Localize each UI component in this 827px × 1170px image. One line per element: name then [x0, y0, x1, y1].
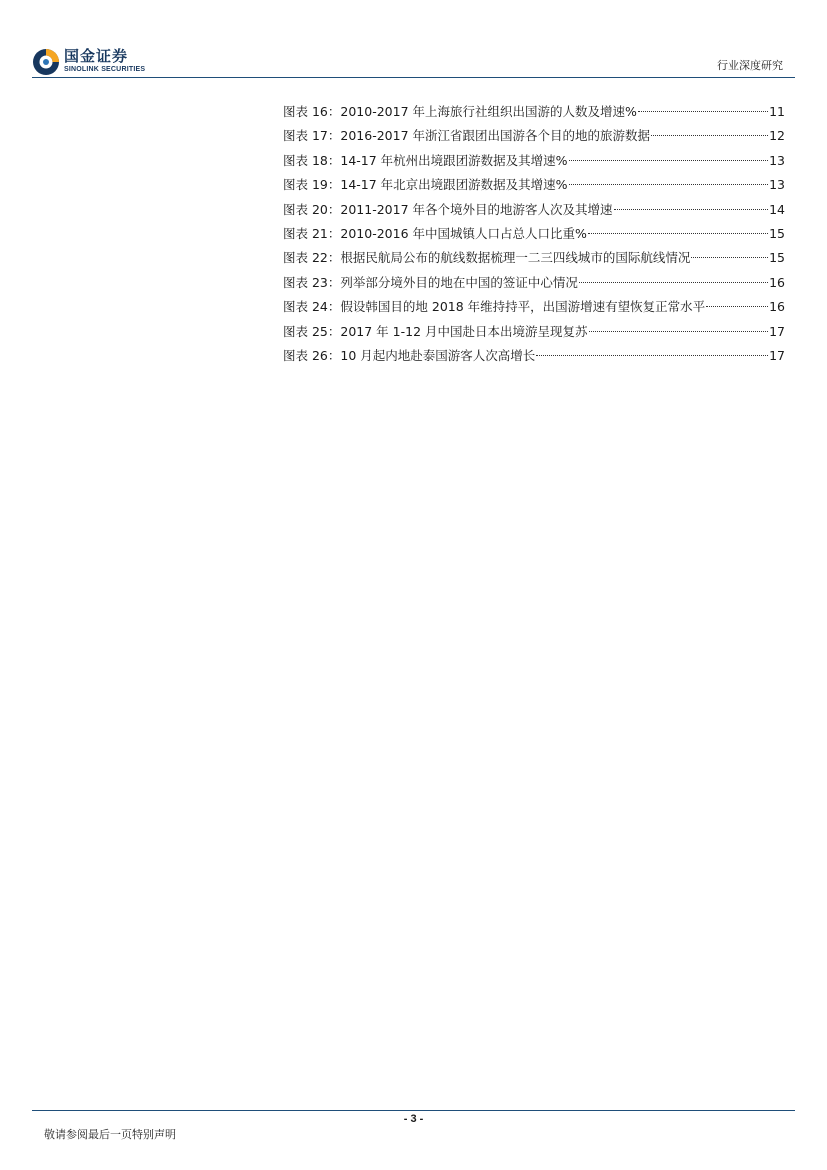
dot-leader	[614, 209, 769, 210]
dot-leader	[569, 184, 769, 185]
toc-entry-page: 17	[769, 347, 785, 363]
toc-entry[interactable]	[283, 222, 785, 246]
footer-disclaimer: 敬请参阅最后一页特别声明	[44, 1128, 176, 1141]
dot-leader	[691, 257, 768, 258]
report-type-label: 行业深度研究	[717, 59, 783, 72]
dot-leader	[706, 306, 768, 307]
toc-entry-label: 图表 25：	[283, 323, 341, 339]
toc-entry-label: 图表 16：	[283, 104, 341, 119]
toc-entry-page: 16	[769, 299, 785, 315]
toc-entry-label: 图表 22：	[283, 250, 341, 266]
toc-entry-title: 14-17 年杭州出境跟团游数据及其增速%	[340, 152, 568, 168]
toc-entry-label: 图表 24：	[283, 299, 341, 315]
toc-entry-title: 根据民航局公布的航线数据梳理一二三四线城市的国际航线情况	[340, 250, 691, 266]
toc-entry-title: 列举部分境外目的地在中国的签证中心情况	[340, 274, 578, 290]
toc-entry[interactable]	[283, 320, 785, 344]
toc-entry-title: 2016-2017 年浙江省跟团出国游各个目的地的旅游数据	[340, 128, 650, 144]
toc-entry[interactable]	[283, 100, 785, 124]
footer-divider	[32, 1110, 795, 1111]
header-divider	[32, 77, 795, 78]
toc-entry[interactable]	[283, 271, 785, 295]
toc-entry[interactable]	[283, 198, 785, 222]
toc-entry-label: 图表 19：	[283, 177, 341, 193]
toc-entry-title: 2010-2016 年中国城镇人口占总人口比重%	[340, 225, 587, 241]
company-logo	[32, 46, 172, 78]
toc-entry-title: 10 月起内地赴泰国游客人次高增长	[340, 347, 536, 363]
dot-leader	[589, 331, 769, 332]
toc-entry-title: 2017 年 1-12 月中国赴日本出境游呈现复苏	[340, 323, 588, 339]
toc-entry[interactable]	[283, 173, 785, 197]
page-number: - 3 -	[403, 1113, 424, 1125]
toc-entry-page: 11	[769, 104, 785, 119]
toc-entry-title: 假设韩国目的地 2018 年维持持平，出国游增速有望恢复正常水平	[340, 299, 706, 315]
toc-entry-page: 15	[769, 225, 785, 241]
logo-english-name: SINOLINK SECURITIES	[64, 66, 146, 73]
toc-entry-page: 16	[769, 274, 785, 290]
toc-entry-page: 12	[769, 128, 785, 144]
toc-entry-title: 2011-2017 年各个境外目的地游客人次及其增速	[340, 201, 613, 217]
toc-entry-label: 图表 18：	[283, 152, 341, 168]
toc-entry[interactable]	[283, 344, 785, 368]
dot-leader	[651, 135, 768, 136]
dot-leader	[579, 282, 768, 283]
toc-entry-page: 13	[769, 177, 785, 193]
toc-entry-page: 17	[769, 323, 785, 339]
toc-entry-title: 14-17 年北京出境跟团游数据及其增速%	[340, 177, 568, 193]
page-header	[0, 0, 827, 80]
dot-leader	[588, 233, 768, 234]
logo-chinese-name: 国金证券	[64, 47, 129, 65]
toc-entry-label: 图表 17：	[283, 128, 341, 144]
toc-entry[interactable]	[283, 295, 785, 319]
toc-entry[interactable]	[283, 246, 785, 270]
toc-entry-label: 图表 26：	[283, 347, 341, 363]
toc-entry[interactable]	[283, 149, 785, 173]
toc-entry-page: 14	[769, 201, 785, 217]
sinolink-logo-icon	[32, 48, 60, 76]
toc-entry-page: 15	[769, 250, 785, 266]
dot-leader	[569, 160, 769, 161]
chart-index-list	[283, 100, 785, 368]
dot-leader	[638, 111, 768, 112]
dot-leader	[536, 355, 768, 356]
toc-entry-label: 图表 23：	[283, 274, 341, 290]
toc-entry[interactable]	[283, 124, 785, 148]
toc-entry-title: 2010-2017 年上海旅行社组织出国游的人数及增速%	[340, 104, 637, 119]
toc-entry-label: 图表 20：	[283, 201, 341, 217]
toc-entry-page: 13	[769, 152, 785, 168]
toc-entry-label: 图表 21：	[283, 225, 341, 241]
